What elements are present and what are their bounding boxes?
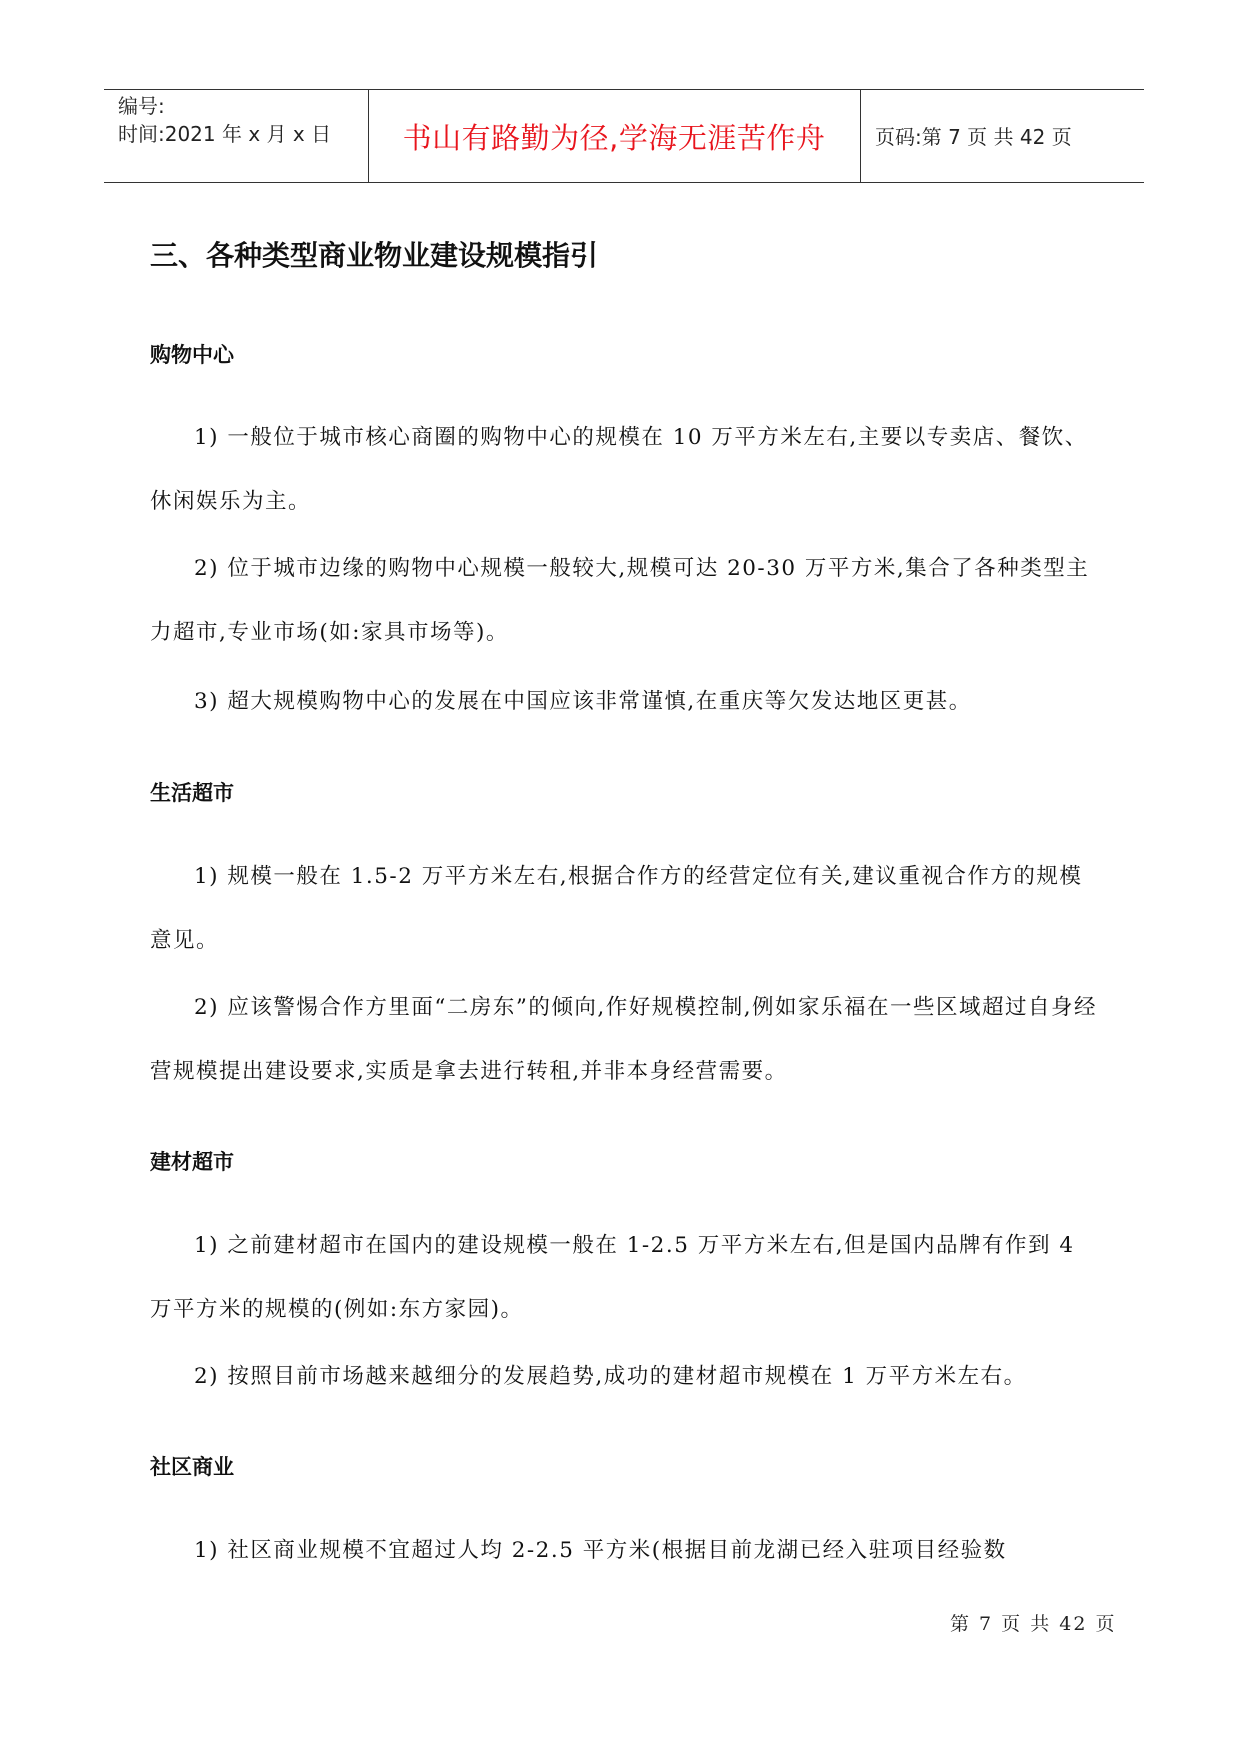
section-title: 三、各种类型商业物业建设规模指引 bbox=[150, 239, 599, 272]
paragraph: 2) 位于城市边缘的购物中心规模一般较大,规模可达 20-30 万平方米,集合了各种类型主力超市,专业市场(如:家具市场等)。 bbox=[150, 556, 1090, 645]
page-footer: 第 7 页 共 42 页 bbox=[950, 1613, 1117, 1635]
paragraph: 1) 一般位于城市核心商圈的购物中心的规模在 10 万平方米左右,主要以专卖店、餐饮、休闲娱乐为主。 bbox=[150, 425, 1088, 514]
paragraph: 1) 社区商业规模不宜超过人均 2-2.5 平方米(根据目前龙湖已经入驻项目经验数 bbox=[194, 1538, 1007, 1563]
header-page-label: 页码:第 7 页 共 42 页 bbox=[875, 125, 1072, 149]
header-time-label: 时间:2021 年 x 月 x 日 bbox=[118, 122, 332, 146]
header-divider-right bbox=[860, 89, 861, 183]
subsection-title-shopping-center: 购物中心 bbox=[150, 343, 234, 367]
header-motto: 书山有路勤为径,学海无涯苦作舟 bbox=[402, 120, 826, 155]
header-meta bbox=[118, 92, 331, 148]
subsection-title-building-materials: 建材超市 bbox=[150, 1150, 234, 1174]
paragraph: 2) 应该警惕合作方里面“二房东”的倾向,作好规模控制,例如家乐福在一些区域超过自身经营规模提出建设要求,实质是拿去进行转租,并非本身经营需要。 bbox=[150, 995, 1098, 1084]
paragraph: 3) 超大规模购物中心的发展在中国应该非常谨慎,在重庆等欠发达地区更甚。 bbox=[194, 689, 972, 714]
header-number-label: 编号: bbox=[118, 94, 165, 118]
paragraph: 1) 之前建材超市在国内的建设规模一般在 1-2.5 万平方米左右,但是国内品牌有作到 4 万平方米的规模的(例如:东方家园)。 bbox=[150, 1233, 1075, 1322]
subsection-title-community-commerce: 社区商业 bbox=[150, 1455, 234, 1479]
subsection-title-supermarket: 生活超市 bbox=[150, 781, 234, 805]
paragraph: 1) 规模一般在 1.5-2 万平方米左右,根据合作方的经营定位有关,建议重视合作方的规模意见。 bbox=[150, 864, 1083, 953]
paragraph: 2) 按照目前市场越来越细分的发展趋势,成功的建材超市规模在 1 万平方米左右。 bbox=[194, 1364, 1027, 1389]
